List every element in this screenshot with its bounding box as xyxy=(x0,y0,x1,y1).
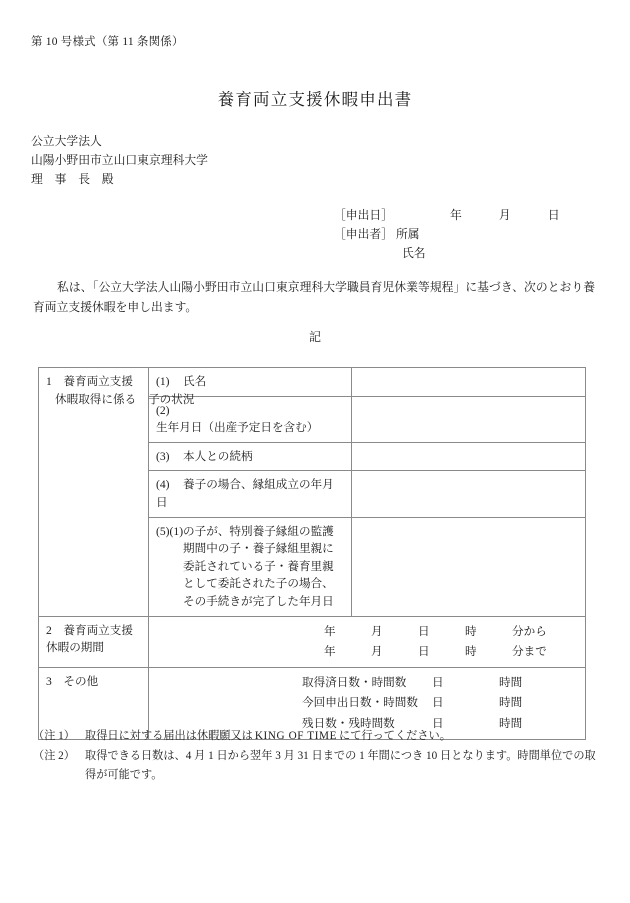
king-of-time-term: KING OF TIME xyxy=(254,730,338,742)
year-unit: 年 xyxy=(324,624,336,638)
ki-marker: 記 xyxy=(308,330,321,344)
month-unit: 月 xyxy=(498,208,511,222)
section1-item-3 xyxy=(156,448,345,466)
item-text: (1)の子が、特別養子縁組の監護期間中の子・養子縁組里親に委託されている子・養育里親として委託された子の場合、その手続きが完了した年月日 xyxy=(169,524,334,609)
footnote-2-text: 取得できる日数は、4 月 1 日から翌年 3 月 31 日までの 1 年間につき 10 日となります。時間単位での取得が可能です。 xyxy=(85,749,596,781)
section1-label-line-1: 1 養育両立支援 xyxy=(46,375,133,388)
hour-unit: 時 xyxy=(465,644,477,658)
hour-unit: 時間 xyxy=(499,716,523,730)
section1-item-1-input[interactable] xyxy=(352,368,586,397)
section1-item-2-cell xyxy=(149,396,352,442)
row-name: 残日数・残時間数 xyxy=(302,716,395,730)
footnotes xyxy=(33,727,601,785)
item-marker: (5) xyxy=(156,524,170,538)
row-name: 今回申出日数・時間数 xyxy=(302,696,418,710)
item-text: 生年月日（出産予定日を含む） xyxy=(156,421,319,435)
section1-item-5 xyxy=(156,523,345,611)
day-unit: 日 xyxy=(418,644,430,658)
item-marker: (4) xyxy=(156,478,170,492)
item-text: 本人との続柄 xyxy=(183,449,253,463)
section3-row-requested xyxy=(156,693,579,714)
affiliation-label: 所属 xyxy=(395,227,420,242)
year-unit: 年 xyxy=(324,644,336,658)
month-unit: 月 xyxy=(371,624,383,638)
application-date-row xyxy=(334,206,560,225)
year-unit: 年 xyxy=(449,208,462,222)
item-text: 氏名 xyxy=(183,375,207,388)
addressee-line-3: 理 事 長 殿 xyxy=(31,172,114,187)
section1-item-2-input[interactable] xyxy=(352,396,586,442)
application-date-fields xyxy=(450,206,560,225)
hour-unit: 時間 xyxy=(499,675,523,689)
form-number: 第 10 号様式（第 11 条関係） xyxy=(31,36,184,48)
application-table xyxy=(38,367,586,740)
section1-label-line-2: 休暇取得に係る xyxy=(55,392,137,406)
addressee-line-2: 山陽小野田市立山口東京理科大学 xyxy=(31,153,208,168)
application-date-label: ［申出日］ xyxy=(334,208,393,222)
addressee-line-1: 公立大学法人 xyxy=(31,134,102,148)
section1-item-3-cell xyxy=(149,442,352,471)
applicant-affiliation-row xyxy=(334,225,560,244)
table-row xyxy=(39,616,586,667)
section2-period-cell[interactable] xyxy=(149,616,586,667)
section1-item-4-input[interactable] xyxy=(352,471,586,517)
period-end-line xyxy=(156,642,579,662)
addressee-block xyxy=(31,132,208,189)
day-unit: 日 xyxy=(432,696,444,710)
section2-label-line-1: 2 養育両立支援 xyxy=(46,623,133,637)
applicant-name-row xyxy=(334,244,560,263)
footnote-1-tag: （注 1） xyxy=(33,730,75,742)
section2-label-cell xyxy=(39,616,149,667)
section1-item-3-input[interactable] xyxy=(352,442,586,471)
footnote-2 xyxy=(33,747,601,785)
page-title: 養育両立支援休暇申出書 xyxy=(217,90,413,109)
table-row xyxy=(39,368,586,397)
section1-item-1 xyxy=(156,373,345,391)
hour-unit: 時 xyxy=(465,624,477,638)
section1-item-4-cell xyxy=(149,471,352,517)
day-unit: 日 xyxy=(547,208,560,222)
day-unit: 日 xyxy=(432,716,444,730)
applicant-block xyxy=(334,206,560,263)
footnote-1-text-part2: にて行ってください。 xyxy=(339,730,451,742)
body-paragraph xyxy=(33,277,595,318)
item-marker: (2) xyxy=(156,403,170,417)
hour-unit: 時間 xyxy=(499,696,523,710)
footnote-1-text-part1: 取得日に対する届出は休暇願又は xyxy=(85,730,253,742)
section1-item-5-cell xyxy=(149,517,352,616)
period-start-line xyxy=(156,622,579,642)
applicant-label: ［申出者］ xyxy=(334,227,393,242)
minute-to-unit: 分まで xyxy=(512,644,547,658)
section1-item-5-input[interactable] xyxy=(352,517,586,616)
section3-row-acquired xyxy=(156,673,579,694)
section3-label-cell: 3 その他 xyxy=(39,667,149,740)
day-unit: 日 xyxy=(418,624,430,638)
body-paragraph-text: 私は、「公立大学法人山陽小野田市立山口東京理科大学職員育児休業等規程」に基づき、次のとおり養育両立支援休暇を申し出ます。 xyxy=(33,280,595,315)
footnote-2-tag: （注 2） xyxy=(33,749,75,762)
row-name: 取得済日数・時間数 xyxy=(302,675,407,689)
section1-label-line-3: 子の状況 xyxy=(148,392,195,406)
month-unit: 月 xyxy=(371,644,383,658)
day-unit: 日 xyxy=(432,675,444,689)
item-text: 養子の場合、縁組成立の年月日 xyxy=(156,478,334,510)
name-label: 氏名 xyxy=(402,246,426,261)
footnote-1 xyxy=(33,727,601,746)
item-marker: (1) xyxy=(156,375,170,388)
section2-label-line-2: 休暇の期間 xyxy=(46,641,104,655)
item-marker: (3) xyxy=(156,449,170,463)
minute-from-unit: 分から xyxy=(512,624,547,638)
section1-item-4 xyxy=(156,476,345,511)
